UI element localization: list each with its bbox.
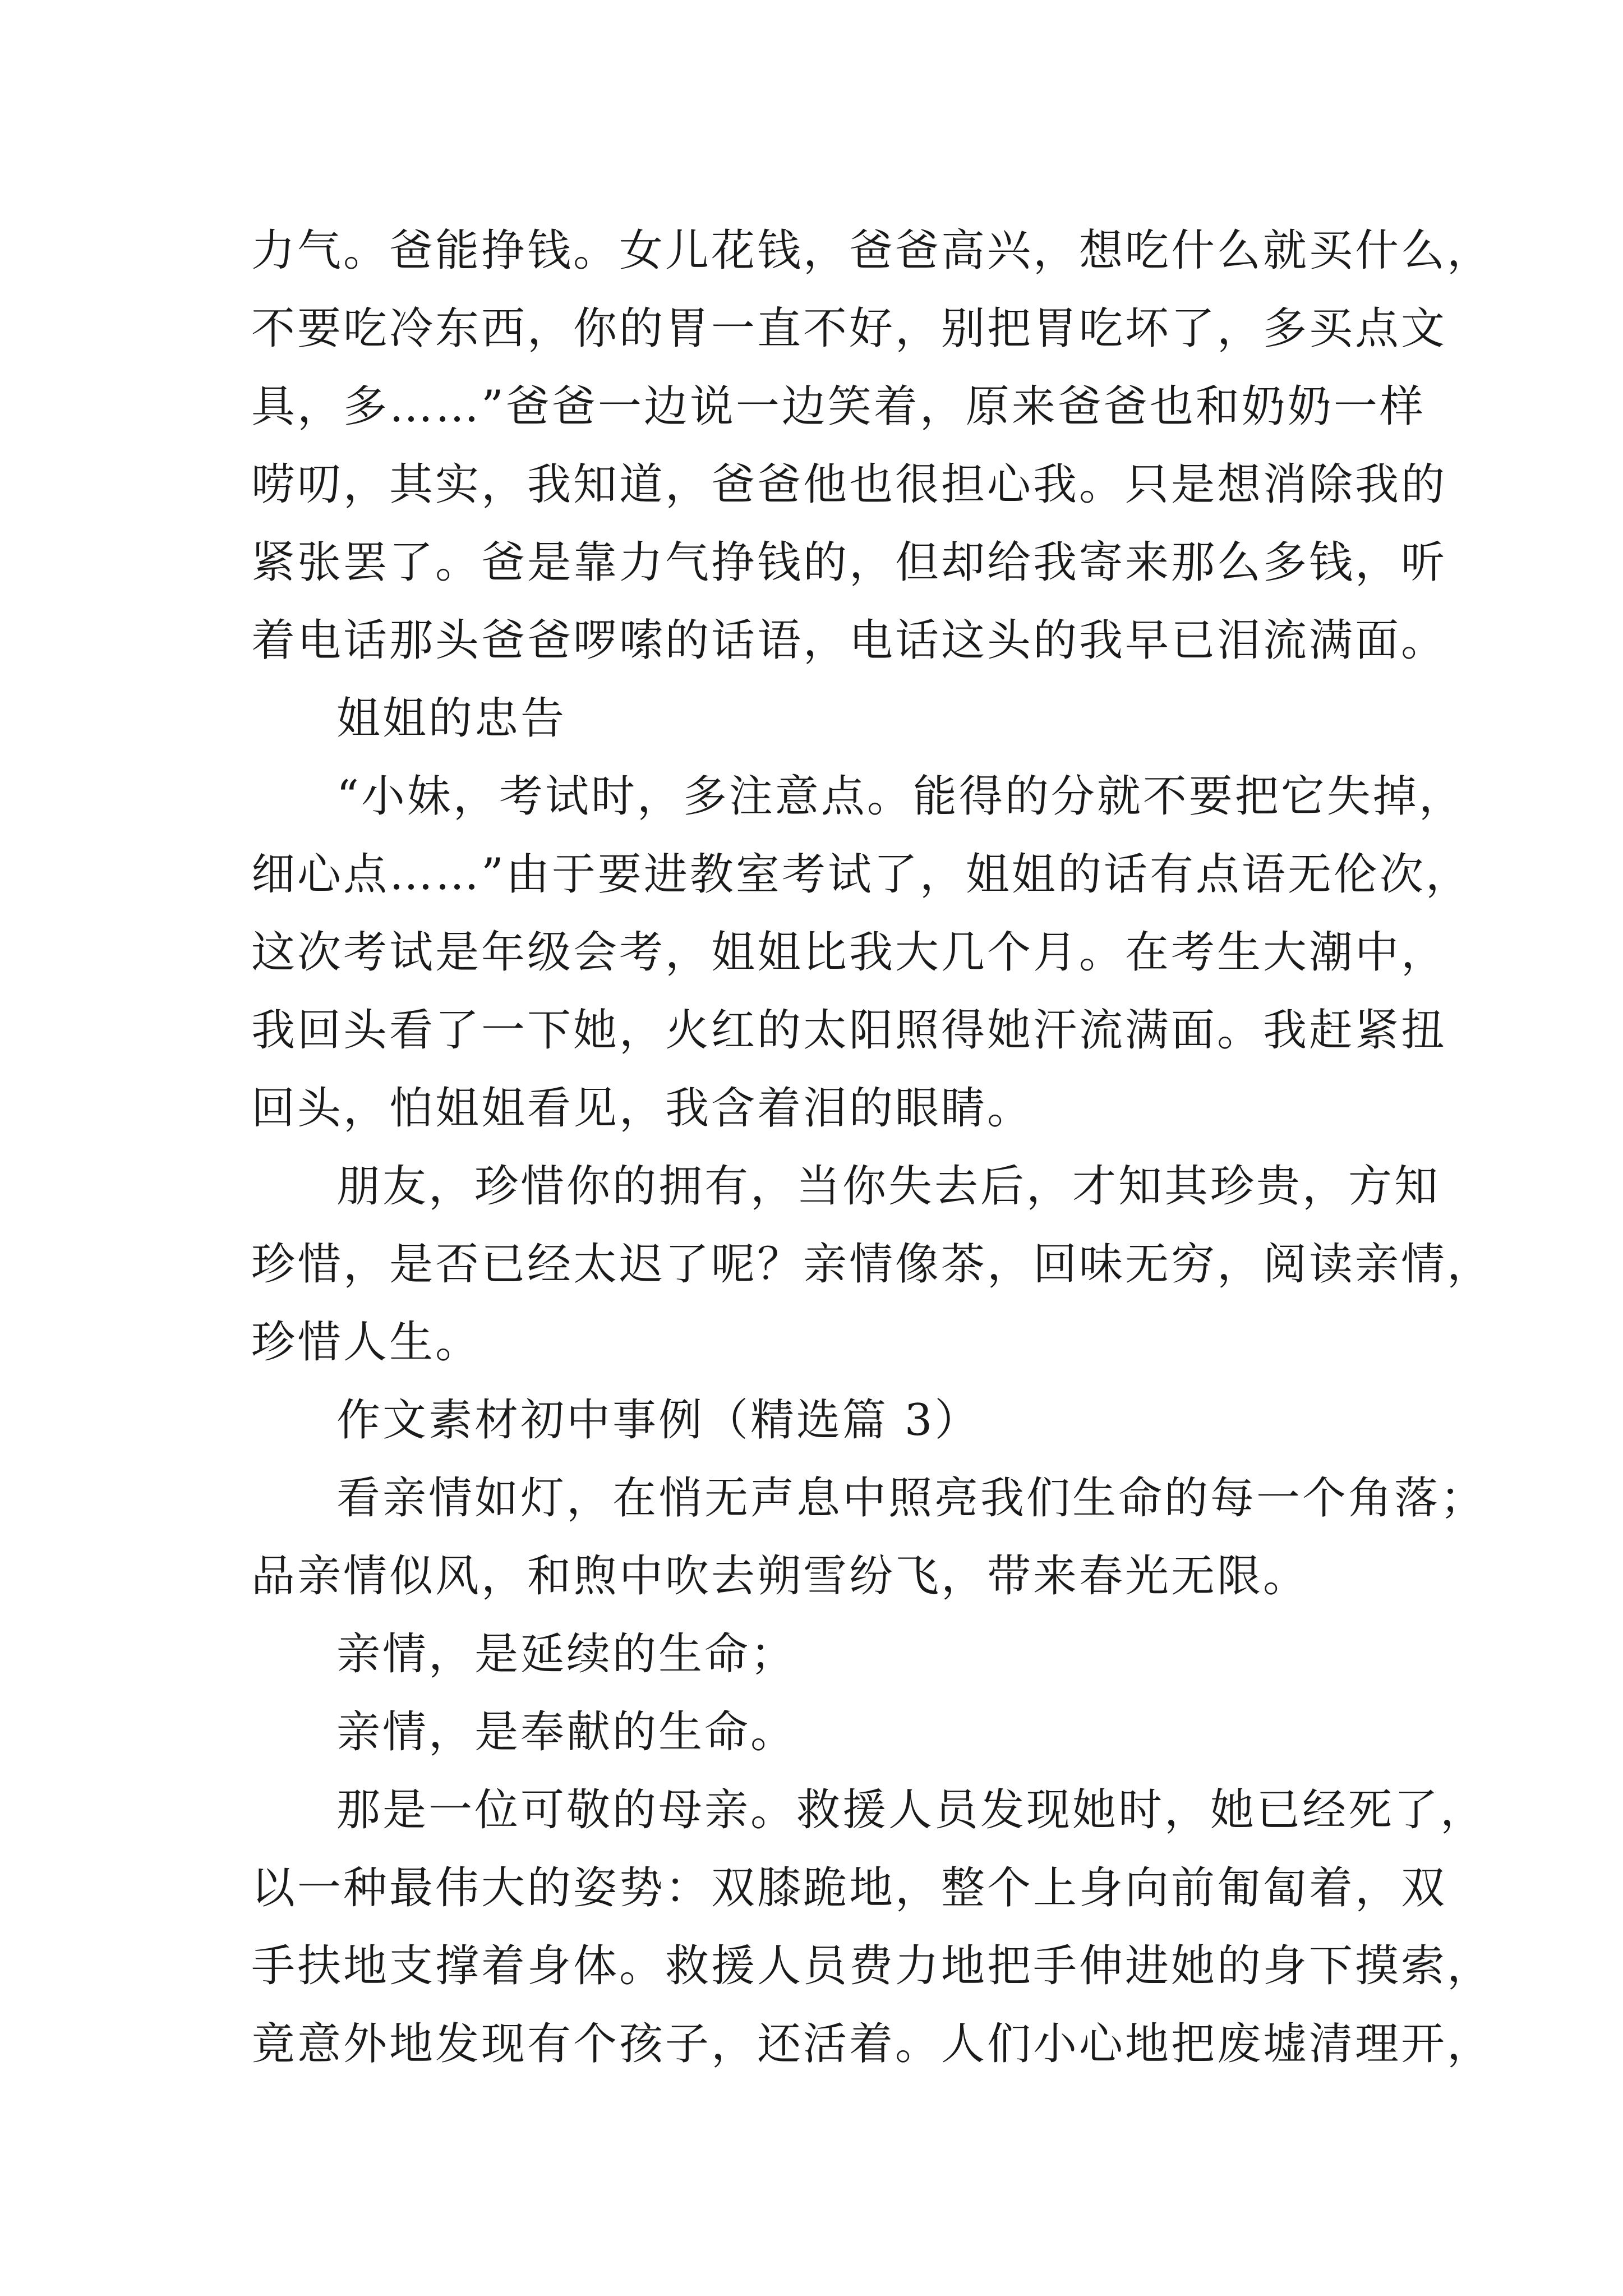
body-text	[251, 212, 1493, 2083]
text-line: 具，多……”爸爸一边说一边笑着，原来爸爸也和奶奶一样	[251, 381, 1426, 432]
text-line: 细心点……”由于要进教室考试了，姐姐的话有点语无伦次，	[251, 849, 1472, 900]
text-line: 看亲情如灯，在悄无声息中照亮我们生命的每一个角落；	[336, 1473, 1487, 1524]
text-line: 唠叨，其实，我知道，爸爸他也很担心我。只是想消除我的	[251, 459, 1447, 510]
text-line: 这次考试是年级会考，姐姐比我大几个月。在考生大潮中，	[251, 927, 1447, 978]
text-line: 竟意外地发现有个孩子，还活着。人们小心地把废墟清理开，	[251, 2019, 1493, 2069]
text-line: 品亲情似风，和煦中吹去朔雪纷飞，带来春光无限。	[251, 1551, 1310, 1602]
text-line: 紧张罢了。爸是靠力气挣钱的，但却给我寄来那么多钱，听	[251, 537, 1447, 588]
text-line: 朋友，珍惜你的拥有，当你失去后，才知其珍贵，方知	[336, 1161, 1441, 1212]
text-line: 手扶地支撑着身体。救援人员费力地把手伸进她的身下摸索，	[251, 1941, 1493, 1991]
section-heading: 姐姐的忠告	[336, 693, 567, 744]
text-line: 珍惜，是否已经太迟了呢？亲情像茶，回味无穷，阅读亲情，	[251, 1239, 1493, 1290]
text-line: 珍惜人生。	[251, 1317, 482, 1368]
text-line: 亲情，是延续的生命；	[336, 1629, 797, 1680]
section-heading: 作文素材初中事例（精选篇 3）	[336, 1395, 981, 1446]
text-line: 不要吃冷东西，你的胃一直不好，别把胃吃坏了，多买点文	[251, 303, 1447, 354]
text-line: 回头，怕姐姐看见，我含着泪的眼睛。	[251, 1083, 1034, 1134]
text-line: 力气。爸能挣钱。女儿花钱，爸爸高兴，想吃什么就买什么，	[251, 226, 1493, 276]
text-line: 亲情，是奉献的生命。	[336, 1707, 797, 1757]
text-line: 着电话那头爸爸啰嗦的话语，电话这头的我早已泪流满面。	[251, 615, 1447, 666]
text-line: 以一种最伟大的姿势：双膝跪地，整个上身向前匍匐着，双	[251, 1863, 1447, 1913]
text-line: 那是一位可敬的母亲。救援人员发现她时，她已经死了，	[336, 1785, 1487, 1835]
text-line: 我回头看了一下她，火红的太阳照得她汗流满面。我赶紧扭	[251, 1005, 1447, 1056]
text-line: “小妹，考试时，多注意点。能得的分就不要把它失掉，	[336, 771, 1465, 822]
